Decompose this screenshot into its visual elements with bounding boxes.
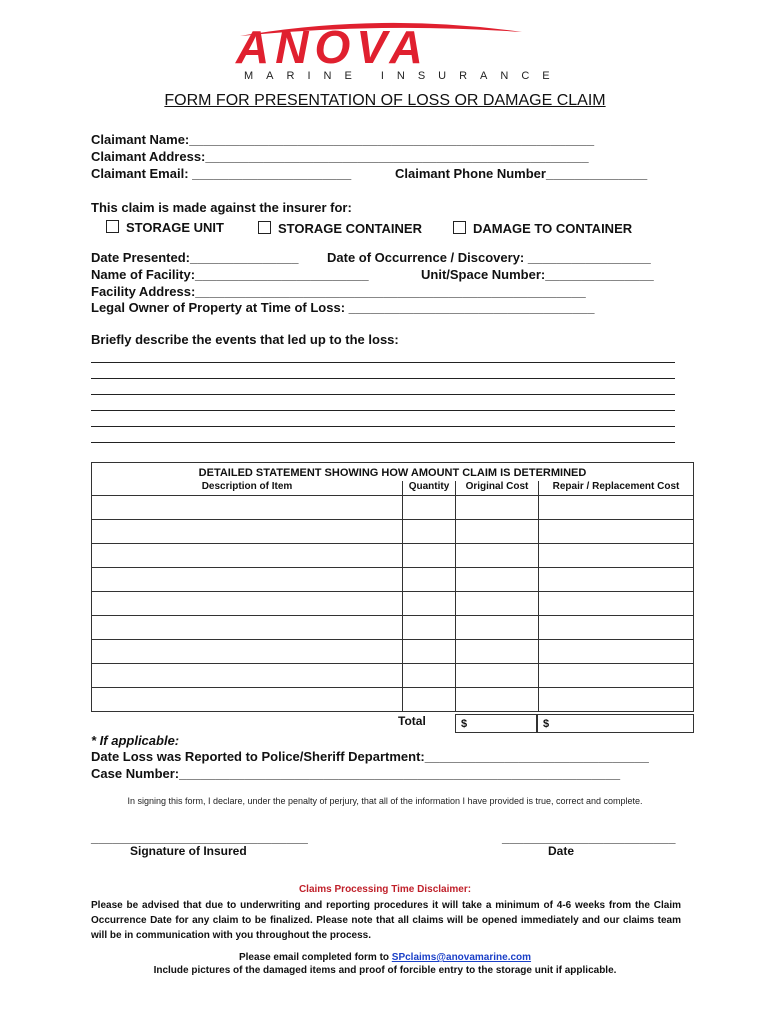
facility-address-field[interactable]: Facility Address:______________________________________________________ (91, 284, 586, 299)
claim-against-label: This claim is made against the insurer for: (91, 200, 352, 215)
checkbox-icon (258, 221, 271, 234)
table-row[interactable] (92, 592, 694, 616)
table-heading: DETAILED STATEMENT SHOWING HOW AMOUNT CLAIM IS DETERMINED (92, 463, 694, 482)
applicable-label: * If applicable: (91, 733, 180, 748)
total-original-cost[interactable]: $ (455, 714, 537, 733)
table-row[interactable] (92, 544, 694, 568)
claimant-address-field[interactable]: Claimant Address:_____________________________________________________ (91, 149, 589, 164)
legal-owner-field[interactable]: Legal Owner of Property at Time of Loss: __________________________________ (91, 300, 595, 315)
total-replacement-cost[interactable]: $ (537, 714, 694, 733)
claimant-name-field[interactable]: Claimant Name:________________________________________________________ (91, 132, 595, 147)
email-link[interactable]: SPclaims@anovamarine.com (391, 952, 532, 963)
table-row[interactable] (92, 568, 694, 592)
describe-line[interactable] (91, 442, 675, 443)
checkbox-damage-to-container[interactable]: DAMAGE TO CONTAINER (453, 221, 632, 236)
table-row[interactable] (92, 520, 694, 544)
table-row[interactable] (92, 664, 694, 688)
table-row[interactable] (92, 616, 694, 640)
claimant-phone-field[interactable]: Claimant Phone Number______________ (395, 166, 648, 181)
claim-table (91, 462, 694, 712)
table-row[interactable] (92, 640, 694, 664)
describe-label: Briefly describe the events that led up to the loss: (91, 332, 399, 347)
disclaimer-text: Please be advised that due to underwriting and reporting procedures it will take a minimum of 4-6 weeks from the Claim Occurrence Date for any claim to be finalized. Please note that all claims will be opened immediately and our claims team will be in communication with you throughout the process. (91, 900, 681, 941)
date-presented-field[interactable]: Date Presented:_______________ (91, 250, 299, 265)
checkbox-icon (106, 220, 119, 233)
case-number-field[interactable]: Case Number:_____________________________________________________________ (91, 766, 621, 781)
pictures-instruction: Include pictures of the damaged items and proof of forcible entry to the storage unit if applicable. (153, 965, 617, 976)
col-description: Description of Item (92, 481, 403, 496)
police-report-field[interactable]: Date Loss was Reported to Police/Sheriff Department:_______________________________ (91, 749, 649, 764)
col-quantity: Quantity (403, 481, 456, 496)
perjury-statement: In signing this form, I declare, under the penalty of perjury, that all of the information I have provided is true, correct and complete. (127, 796, 643, 806)
table-row[interactable] (92, 688, 694, 712)
describe-line[interactable] (91, 394, 675, 395)
describe-line[interactable] (91, 362, 675, 363)
unit-number-field[interactable]: Unit/Space Number:_______________ (421, 267, 654, 282)
total-label: Total (398, 714, 426, 728)
email-instruction: Please email completed form to SPclaims@anovamarine.com (238, 952, 532, 963)
disclaimer-title: Claims Processing Time Disclaimer: (298, 884, 472, 895)
col-replacement-cost: Repair / Replacement Cost (539, 481, 694, 496)
logo-name: ANOVA (236, 21, 429, 73)
logo-tagline: MARINE INSURANCE (244, 70, 563, 82)
checkbox-storage-unit[interactable]: STORAGE UNIT (106, 220, 224, 235)
facility-name-field[interactable]: Name of Facility:________________________ (91, 267, 369, 282)
claimant-email-field[interactable]: Claimant Email: ______________________ (91, 166, 352, 181)
checkbox-storage-container[interactable]: STORAGE CONTAINER (258, 221, 422, 236)
describe-line[interactable] (91, 410, 675, 411)
date-occurrence-field[interactable]: Date of Occurrence / Discovery: _________________ (327, 250, 651, 265)
describe-line[interactable] (91, 378, 675, 379)
describe-line[interactable] (91, 426, 675, 427)
signature-line[interactable]: ______________________________ (91, 830, 308, 845)
table-row[interactable] (92, 496, 694, 520)
col-original-cost: Original Cost (456, 481, 539, 496)
page-title: FORM FOR PRESENTATION OF LOSS OR DAMAGE CLAIM (164, 92, 606, 109)
date-label: Date (548, 844, 575, 858)
date-line[interactable]: ________________________ (502, 830, 676, 845)
checkbox-icon (453, 221, 466, 234)
signature-label: Signature of Insured (130, 844, 247, 858)
